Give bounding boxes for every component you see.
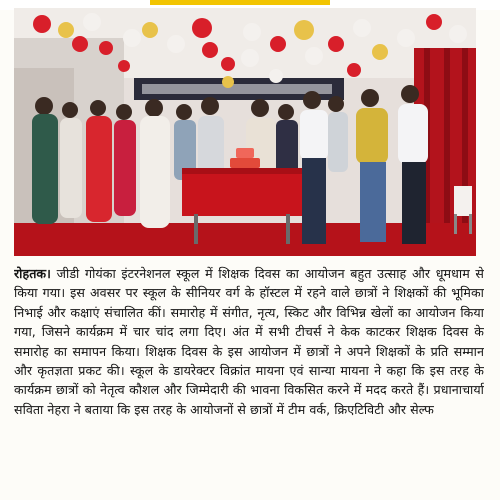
article-paragraph	[14, 264, 484, 419]
article-text: जीडी गोयंका इंटरनेशनल स्कूल में शिक्षक दिवस का आयोजन बहुत उत्साह और धूमधाम से किया गया। इस अवसर पर स्कूल के सीनियर वर्ग के हॉस्टल में रहने वाले छात्रों ने शिक्षकों की भूमिका निभाई और कक्षाएं संचालित कीं। समारोह में संगीत, नृत्य, स्किट और विभिन्न खेलों का आयोजन किया गया, जिसने कार्यक्रम में चार चांद लगा दिए। अंत में सभी टीचर्स ने केक काटकर शिक्षक दिवस के समारोह का समापन किया। शिक्षक दिवस के इस आयोजन में छात्रों ने अपने शिक्षकों के प्रति सम्मान और कृतज्ञता प्रकट की। स्कूल के डायरेक्टर विक्रांत मायना एवं सान्या मायना ने कहा कि इस तरह के कार्यक्रम छात्रों को नेतृत्व कौशल और जिम्मेदारी की भावना विकसित करने में मदद करते हैं। प्रधानाचार्या सविता नेहरा ने बताया कि इस तरह के आयोजनों से छात्रों में टीम वर्क, क्रिएटिविटी और सेल्फ	[14, 266, 484, 417]
news-photo	[14, 8, 476, 256]
dateline: रोहतक।	[14, 266, 51, 281]
article-body	[14, 264, 484, 500]
headline-bar-fragment	[150, 0, 330, 5]
photo-illustration	[14, 8, 476, 256]
